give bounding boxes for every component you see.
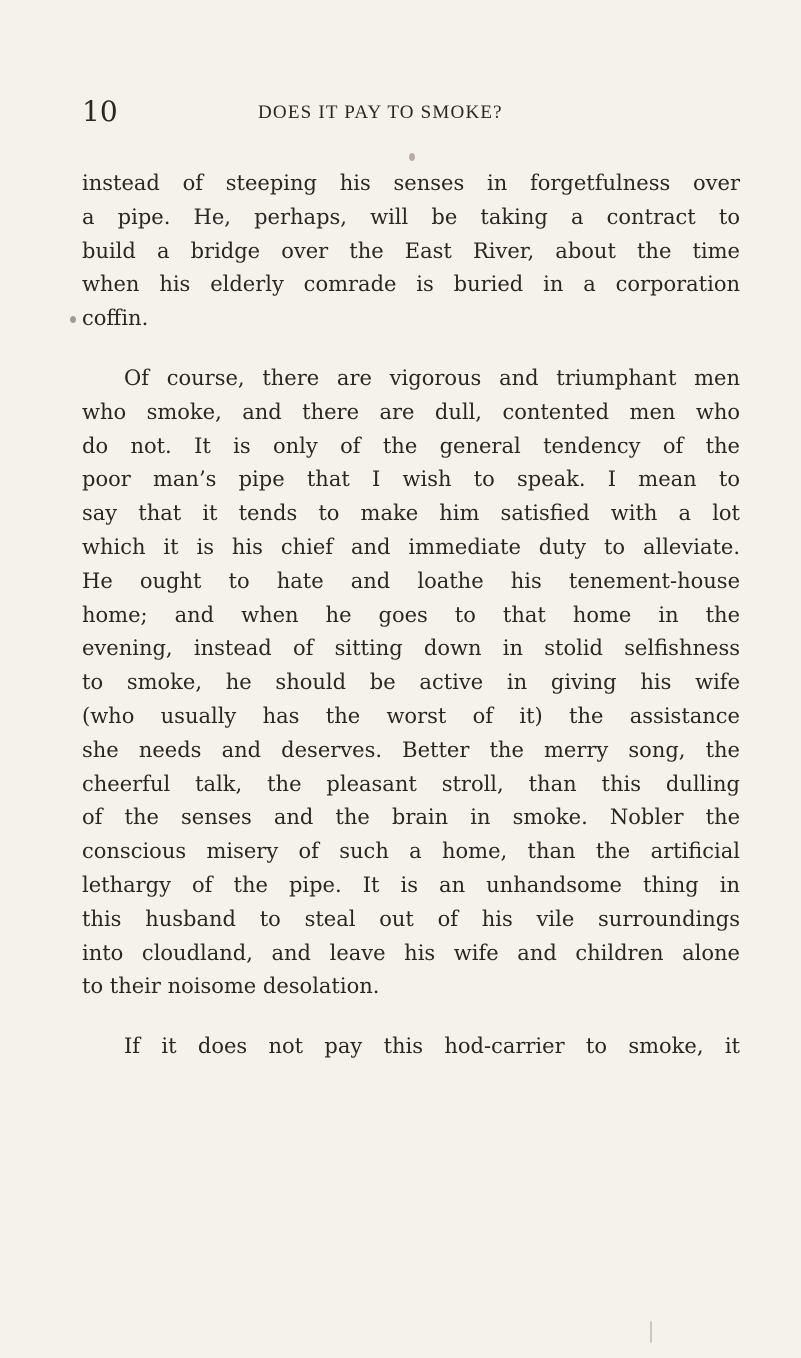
paragraph-3 <box>82 1030 740 1064</box>
text-line: to their noisome desolation. <box>82 974 380 999</box>
text-line: when his elderly comrade is buried in a corporation <box>82 272 740 297</box>
text-line: instead of steeping his senses in forgetfulness over <box>82 171 740 195</box>
paragraph-spacer <box>82 1004 740 1030</box>
paragraph-1 <box>82 167 740 336</box>
paragraph-2 <box>82 362 740 1004</box>
paragraph-spacer <box>82 336 740 362</box>
text-line: she needs and deserves. Better the merry song, the <box>82 737 740 762</box>
ink-dot <box>409 153 415 161</box>
ink-dot <box>650 1321 652 1343</box>
body-text <box>82 167 740 1064</box>
text-line: (who usually has the worst of it) the assistance <box>82 703 740 728</box>
text-line: a pipe. He, perhaps, will be taking a contract to <box>82 204 740 229</box>
text-line: He ought to hate and loathe his tenement-house <box>82 568 740 593</box>
text-line: to smoke, he should be active in giving his wife <box>82 670 740 695</box>
ink-dot <box>70 316 76 323</box>
text-line: If it does not pay this hod-carrier to smoke, it <box>124 1034 740 1059</box>
text-line: say that it tends to make him satisfied with a lot <box>82 501 740 526</box>
text-line: home; and when he goes to that home in the <box>82 602 740 627</box>
page-header <box>82 94 742 134</box>
text-line: conscious misery of such a home, than the artificial <box>82 839 740 864</box>
text-line: coffin. <box>82 306 149 331</box>
text-line: into cloudland, and leave his wife and children alone <box>82 940 740 965</box>
text-line: who smoke, and there are dull, contented men who <box>82 399 740 424</box>
text-line: evening, instead of sitting down in stolid selfishness <box>82 636 740 661</box>
text-line: lethargy of the pipe. It is an unhandsome thing in <box>82 872 740 897</box>
text-line: do not. It is only of the general tendency of the <box>82 433 740 458</box>
text-line: which it is his chief and immediate duty to alleviate. <box>82 534 740 559</box>
text-line: Of course, there are vigorous and triumphant men <box>124 365 740 390</box>
page-number: 10 <box>82 95 118 128</box>
text-line: build a bridge over the East River, about the time <box>82 238 740 263</box>
running-head: DOES IT PAY TO SMOKE? <box>258 102 503 123</box>
text-line: this husband to steal out of his vile surroundings <box>82 906 740 931</box>
text-line: poor man’s pipe that I wish to speak. I mean to <box>82 467 740 492</box>
text-line: of the senses and the brain in smoke. Nobler the <box>82 805 740 830</box>
text-line: cheerful talk, the pleasant stroll, than this dulling <box>82 771 740 796</box>
